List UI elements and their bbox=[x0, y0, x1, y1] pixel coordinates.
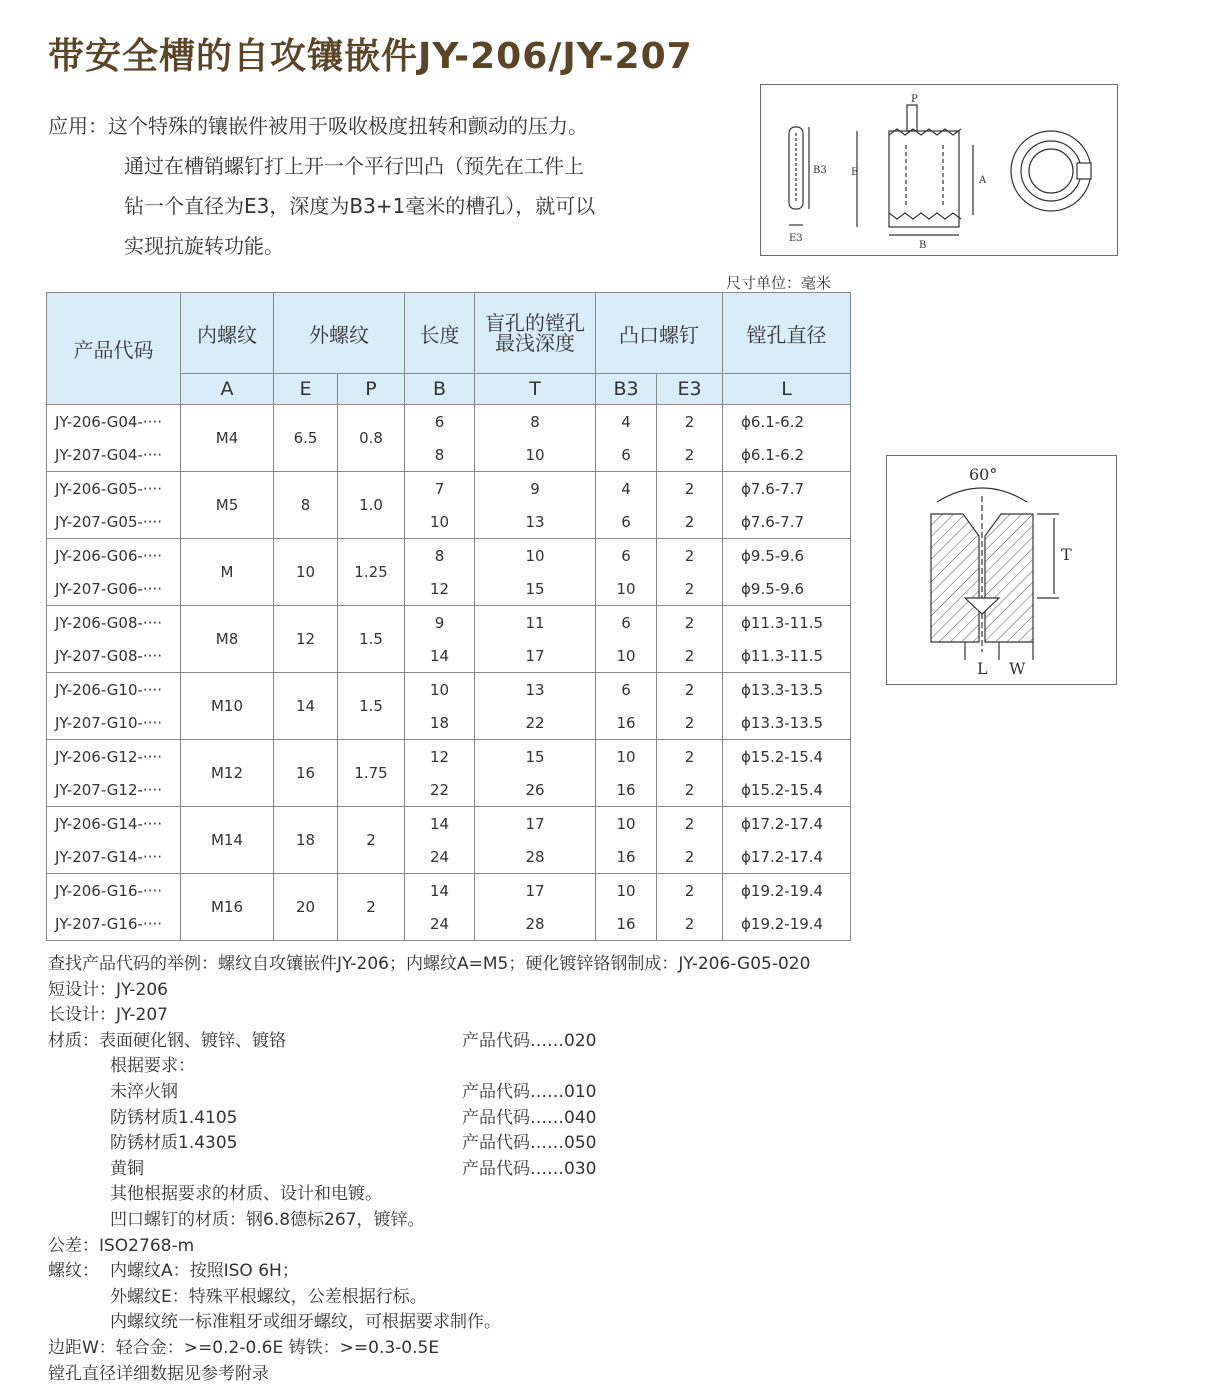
note-thread-label: 螺纹： bbox=[48, 1261, 99, 1282]
table-row bbox=[47, 438, 851, 472]
cell-b: 10 bbox=[405, 505, 475, 539]
cell-e: 6.5 bbox=[274, 405, 338, 472]
cell-p: 0.8 bbox=[338, 405, 405, 472]
cell-a: M14 bbox=[181, 807, 274, 874]
label-t: T bbox=[1061, 545, 1072, 564]
cell-e: 18 bbox=[274, 807, 338, 874]
subheader-b3: B3 bbox=[596, 374, 657, 405]
cell-t: 9 bbox=[475, 472, 596, 506]
note-material-main: 表面硬化钢、镀锌、镀铬 bbox=[99, 1030, 286, 1051]
header-code: 产品代码 bbox=[47, 293, 181, 405]
cell-b3: 6 bbox=[596, 539, 657, 573]
cell-e: 12 bbox=[274, 606, 338, 673]
cell-a: M5 bbox=[181, 472, 274, 539]
cell-b3: 6 bbox=[596, 606, 657, 640]
table-row bbox=[47, 706, 851, 740]
application-description bbox=[48, 106, 595, 266]
bore-section bbox=[931, 488, 1059, 660]
product-code-cell: JY-206-G06-···· bbox=[47, 539, 181, 573]
cell-bore-diameter: ϕ19.2-19.4 bbox=[723, 907, 851, 941]
table-row bbox=[47, 907, 851, 941]
cell-b: 6 bbox=[405, 405, 475, 439]
cell-e3: 2 bbox=[657, 505, 723, 539]
insert-body bbox=[857, 105, 973, 235]
subheader-p: P bbox=[338, 374, 405, 405]
cell-a: M4 bbox=[181, 405, 274, 472]
note-long: 长设计：JY-207 bbox=[48, 1005, 168, 1026]
cell-b3: 10 bbox=[596, 874, 657, 908]
note-thread-e: 外螺纹E：特殊平根螺纹，公差根据行标。 bbox=[110, 1286, 427, 1307]
spec-table-body bbox=[47, 405, 851, 941]
table-row bbox=[47, 572, 851, 606]
cell-a: M16 bbox=[181, 874, 274, 941]
cell-b3: 10 bbox=[596, 572, 657, 606]
cell-b: 24 bbox=[405, 840, 475, 874]
subheader-e3: E3 bbox=[657, 374, 723, 405]
product-code-cell: JY-206-G10-···· bbox=[47, 673, 181, 707]
cell-t: 22 bbox=[475, 706, 596, 740]
cell-e3: 2 bbox=[657, 807, 723, 841]
insert-end-view bbox=[1011, 131, 1091, 211]
table-row bbox=[47, 807, 851, 841]
note-bore-ref: 镗孔直径详细数据见参考附录 bbox=[48, 1363, 269, 1384]
cell-t: 11 bbox=[475, 606, 596, 640]
product-code-cell: JY-206-G04-···· bbox=[47, 405, 181, 439]
note-material-code: 产品代码……010 bbox=[462, 1081, 597, 1102]
cell-b: 7 bbox=[405, 472, 475, 506]
product-code-cell: JY-207-G04-···· bbox=[47, 438, 181, 472]
cell-bore-diameter: ϕ9.5-9.6 bbox=[723, 539, 851, 573]
note-material-code: 产品代码……030 bbox=[462, 1158, 597, 1179]
table-row bbox=[47, 874, 851, 908]
table-row bbox=[47, 505, 851, 539]
product-code-cell: JY-206-G05-···· bbox=[47, 472, 181, 506]
note-material-label: 材质： bbox=[48, 1030, 99, 1051]
table-row bbox=[47, 673, 851, 707]
cell-p: 1.75 bbox=[338, 740, 405, 807]
note-slot-material: 凹口螺钉的材质：钢6.8德标267，镀锌。 bbox=[110, 1209, 425, 1230]
cell-bore-diameter: ϕ13.3-13.5 bbox=[723, 706, 851, 740]
cell-t: 13 bbox=[475, 673, 596, 707]
cell-bore-diameter: ϕ11.3-11.5 bbox=[723, 606, 851, 640]
bore-drawing bbox=[887, 456, 1116, 684]
header-internal-thread: 内螺纹 bbox=[181, 293, 274, 374]
cell-e: 16 bbox=[274, 740, 338, 807]
bore-diagram bbox=[886, 455, 1117, 685]
cell-e3: 2 bbox=[657, 907, 723, 941]
product-code-cell: JY-206-G08-···· bbox=[47, 606, 181, 640]
note-on-request: 根据要求： bbox=[110, 1056, 195, 1077]
cell-e3: 2 bbox=[657, 606, 723, 640]
note-thread-std: 内螺纹统一标准粗牙或细牙螺纹，可根据要求制作。 bbox=[110, 1312, 501, 1333]
cell-t: 10 bbox=[475, 539, 596, 573]
note-tolerance: 公差：ISO2768-m bbox=[48, 1235, 195, 1256]
application-line: 通过在槽销螺钉打上开一个平行凹凸（预先在工件上 bbox=[124, 154, 584, 178]
cell-t: 10 bbox=[475, 438, 596, 472]
cell-e3: 2 bbox=[657, 773, 723, 807]
cell-e3: 2 bbox=[657, 405, 723, 439]
header-depth bbox=[475, 293, 596, 374]
table-row bbox=[47, 472, 851, 506]
note-material-main-code: 产品代码……020 bbox=[462, 1030, 597, 1051]
subheader-t: T bbox=[475, 374, 596, 405]
cell-a: M bbox=[181, 539, 274, 606]
cell-bore-diameter: ϕ11.3-11.5 bbox=[723, 639, 851, 673]
cell-bore-diameter: ϕ17.2-17.4 bbox=[723, 807, 851, 841]
cell-b3: 6 bbox=[596, 505, 657, 539]
product-code-cell: JY-207-G10-···· bbox=[47, 706, 181, 740]
note-material-name: 未淬火钢 bbox=[110, 1081, 178, 1102]
header-bore-diameter: 镗孔直径 bbox=[723, 293, 851, 374]
cell-e3: 2 bbox=[657, 874, 723, 908]
cell-a: M8 bbox=[181, 606, 274, 673]
cell-b: 12 bbox=[405, 740, 475, 774]
cell-b3: 6 bbox=[596, 673, 657, 707]
cell-t: 28 bbox=[475, 840, 596, 874]
cell-t: 13 bbox=[475, 505, 596, 539]
subheader-a: A bbox=[181, 374, 274, 405]
cell-b: 18 bbox=[405, 706, 475, 740]
note-material-code: 产品代码……040 bbox=[462, 1107, 597, 1128]
application-line: 钻一个直径为E3，深度为B3+1毫米的槽孔），就可以 bbox=[124, 194, 596, 218]
cell-p: 1.5 bbox=[338, 606, 405, 673]
note-example: 查找产品代码的举例：螺纹自攻镶嵌件JY-206；内螺纹A=M5；硬化镀锌铬钢制成：JY-206-G05-020 bbox=[48, 954, 811, 974]
cell-t: 17 bbox=[475, 807, 596, 841]
cell-bore-diameter: ϕ6.1-6.2 bbox=[723, 438, 851, 472]
cell-b: 14 bbox=[405, 639, 475, 673]
cell-bore-diameter: ϕ17.2-17.4 bbox=[723, 840, 851, 874]
spec-table bbox=[46, 292, 851, 941]
cell-e3: 2 bbox=[657, 572, 723, 606]
cell-bore-diameter: ϕ7.6-7.7 bbox=[723, 472, 851, 506]
product-code-cell: JY-206-G16-···· bbox=[47, 874, 181, 908]
cell-b: 8 bbox=[405, 539, 475, 573]
cell-e3: 2 bbox=[657, 539, 723, 573]
cell-e3: 2 bbox=[657, 706, 723, 740]
cell-b: 10 bbox=[405, 673, 475, 707]
header-depth-line: 最浅深度 bbox=[495, 331, 575, 355]
product-code-cell: JY-207-G16-···· bbox=[47, 907, 181, 941]
note-short: 短设计：JY-206 bbox=[48, 979, 168, 1000]
header-depth-line: 盲孔的镗孔 bbox=[485, 311, 585, 335]
header-length: 长度 bbox=[405, 293, 475, 374]
label-e3: E3 bbox=[789, 233, 803, 244]
note-thread-a: 内螺纹A：按照ISO 6H； bbox=[110, 1261, 299, 1282]
product-code-cell: JY-206-G12-···· bbox=[47, 740, 181, 774]
cell-p: 1.5 bbox=[338, 673, 405, 740]
unit-note: 尺寸单位：毫米 bbox=[726, 274, 832, 292]
cell-e3: 2 bbox=[657, 438, 723, 472]
cell-bore-diameter: ϕ13.3-13.5 bbox=[723, 673, 851, 707]
table-row bbox=[47, 405, 851, 439]
note-material-name: 防锈材质1.4105 bbox=[110, 1107, 238, 1128]
product-code-cell: JY-207-G06-···· bbox=[47, 572, 181, 606]
cell-e: 8 bbox=[274, 472, 338, 539]
product-code-cell: JY-206-G14-···· bbox=[47, 807, 181, 841]
cell-b3: 16 bbox=[596, 840, 657, 874]
cell-a: M10 bbox=[181, 673, 274, 740]
cell-e3: 2 bbox=[657, 740, 723, 774]
cell-t: 28 bbox=[475, 907, 596, 941]
insert-drawing bbox=[761, 85, 1117, 255]
header-slot-screw: 凸口螺钉 bbox=[596, 293, 723, 374]
header-external-thread: 外螺纹 bbox=[274, 293, 405, 374]
cell-bore-diameter: ϕ7.6-7.7 bbox=[723, 505, 851, 539]
table-row bbox=[47, 606, 851, 640]
note-other: 其他根据要求的材质、设计和电镀。 bbox=[110, 1184, 382, 1205]
cell-b: 14 bbox=[405, 874, 475, 908]
cell-b3: 4 bbox=[596, 405, 657, 439]
cell-t: 26 bbox=[475, 773, 596, 807]
insert-diagram bbox=[760, 84, 1118, 256]
cell-b: 9 bbox=[405, 606, 475, 640]
label-a: A bbox=[979, 175, 987, 186]
note-material-name: 防锈材质1.4305 bbox=[110, 1133, 238, 1154]
cell-e3: 2 bbox=[657, 472, 723, 506]
application-line: 应用：这个特殊的镶嵌件被用于吸收极度扭转和颤动的压力。 bbox=[48, 114, 588, 138]
cell-b3: 4 bbox=[596, 472, 657, 506]
cell-bore-diameter: ϕ6.1-6.2 bbox=[723, 405, 851, 439]
cell-t: 17 bbox=[475, 639, 596, 673]
subheader-e: E bbox=[274, 374, 338, 405]
label-angle: 60° bbox=[969, 465, 998, 484]
page-title: 带安全槽的自攻镶嵌件JY-206/JY-207 bbox=[48, 36, 693, 77]
cell-p: 1.25 bbox=[338, 539, 405, 606]
cell-b: 24 bbox=[405, 907, 475, 941]
cell-e3: 2 bbox=[657, 639, 723, 673]
table-row bbox=[47, 539, 851, 573]
cell-b3: 16 bbox=[596, 773, 657, 807]
subheader-b: B bbox=[405, 374, 475, 405]
note-margin: 边距W：轻合金：>=0.2-0.6E 铸铁：>=0.3-0.5E bbox=[48, 1337, 440, 1358]
cell-t: 8 bbox=[475, 405, 596, 439]
cell-p: 2 bbox=[338, 874, 405, 941]
cell-b: 12 bbox=[405, 572, 475, 606]
cell-e: 20 bbox=[274, 874, 338, 941]
product-code-cell: JY-207-G08-···· bbox=[47, 639, 181, 673]
application-line: 实现抗旋转功能。 bbox=[124, 234, 284, 258]
cell-b3: 10 bbox=[596, 807, 657, 841]
product-code-cell: JY-207-G14-···· bbox=[47, 840, 181, 874]
cell-a: M12 bbox=[181, 740, 274, 807]
label-p: P bbox=[911, 94, 918, 105]
cell-b: 22 bbox=[405, 773, 475, 807]
notes-section bbox=[48, 952, 810, 1387]
cell-b3: 16 bbox=[596, 907, 657, 941]
label-e: E bbox=[851, 167, 859, 178]
cell-e: 14 bbox=[274, 673, 338, 740]
note-material-code: 产品代码……050 bbox=[462, 1133, 597, 1154]
cell-t: 17 bbox=[475, 874, 596, 908]
table-row bbox=[47, 773, 851, 807]
slot-pin bbox=[789, 127, 809, 225]
note-material-name: 黄铜 bbox=[110, 1158, 144, 1179]
cell-b: 8 bbox=[405, 438, 475, 472]
product-code-cell: JY-207-G05-···· bbox=[47, 505, 181, 539]
cell-b3: 16 bbox=[596, 706, 657, 740]
cell-e3: 2 bbox=[657, 673, 723, 707]
label-w: W bbox=[1009, 659, 1026, 678]
label-l: L bbox=[977, 659, 988, 678]
cell-b3: 10 bbox=[596, 639, 657, 673]
cell-b3: 6 bbox=[596, 438, 657, 472]
table-row bbox=[47, 740, 851, 774]
label-b3: B3 bbox=[813, 165, 827, 176]
cell-b: 14 bbox=[405, 807, 475, 841]
cell-p: 1.0 bbox=[338, 472, 405, 539]
cell-p: 2 bbox=[338, 807, 405, 874]
table-row bbox=[47, 639, 851, 673]
cell-t: 15 bbox=[475, 572, 596, 606]
label-b: B bbox=[919, 240, 927, 251]
product-code-cell: JY-207-G12-···· bbox=[47, 773, 181, 807]
cell-b3: 10 bbox=[596, 740, 657, 774]
cell-e: 10 bbox=[274, 539, 338, 606]
cell-bore-diameter: ϕ9.5-9.6 bbox=[723, 572, 851, 606]
cell-t: 15 bbox=[475, 740, 596, 774]
cell-bore-diameter: ϕ19.2-19.4 bbox=[723, 874, 851, 908]
cell-bore-diameter: ϕ15.2-15.4 bbox=[723, 773, 851, 807]
cell-bore-diameter: ϕ15.2-15.4 bbox=[723, 740, 851, 774]
cell-e3: 2 bbox=[657, 840, 723, 874]
subheader-l: L bbox=[723, 374, 851, 405]
table-row bbox=[47, 840, 851, 874]
